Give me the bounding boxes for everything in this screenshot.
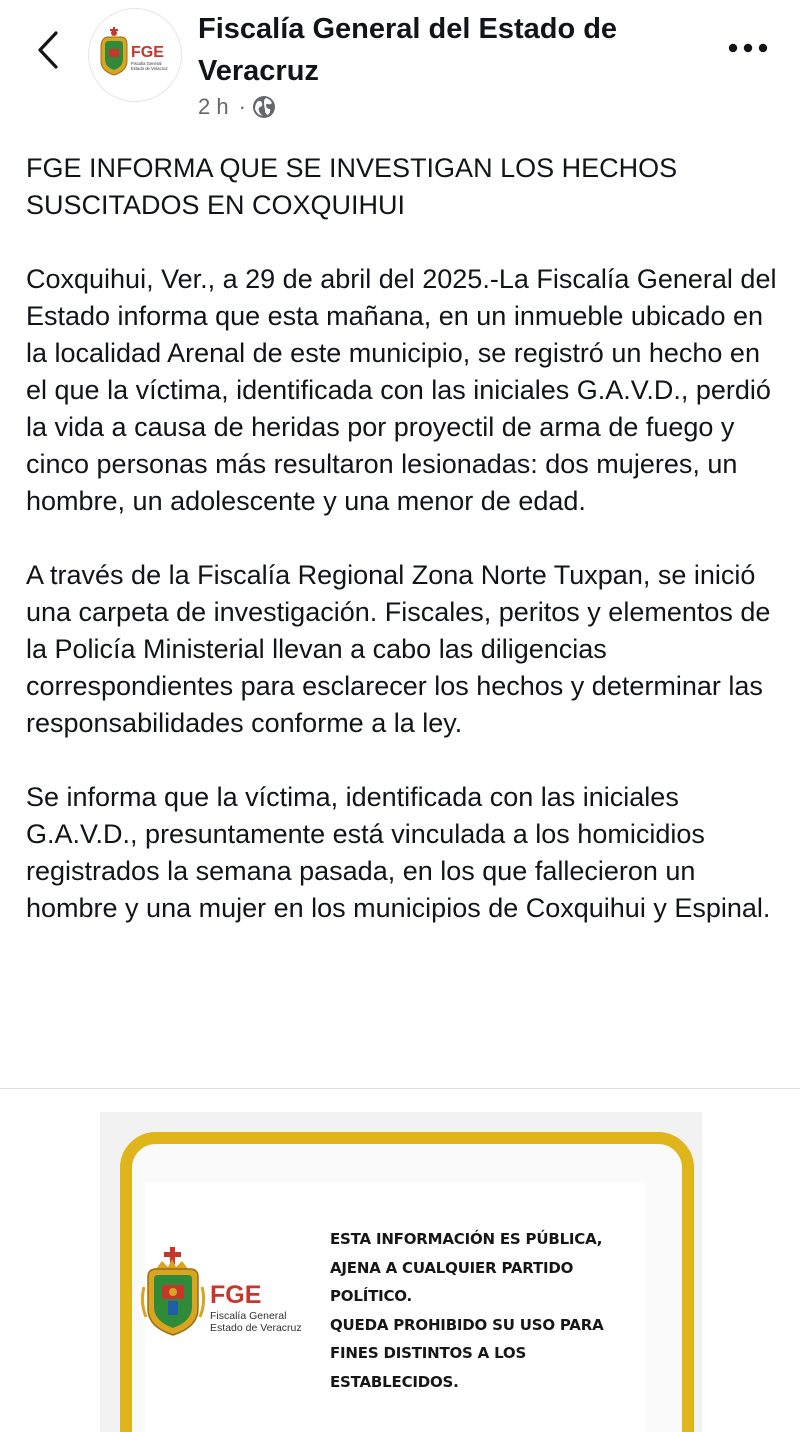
page-avatar[interactable] <box>88 8 182 102</box>
post-paragraph: Coxquihui, Ver., a 29 de abril del 2025.-La Fiscalía General del Estado informa que esta mañana, en un inmueble ubicado en la localidad Arenal de este municipio, se registró un hecho en el que la víctima, identificada con las iniciales G.A.V.D., perdió la vida a causa de heridas por proyectil de arma de fuego y cinco personas más resultaron lesionadas: dos mujeres, un hombre, un adolescente y una menor de edad. <box>26 264 777 516</box>
svg-text:Estado de Veracruz: Estado de Veracruz <box>131 66 168 71</box>
page-name-link[interactable]: Fiscalía General del Estado de Veracruz <box>198 13 618 87</box>
post-title: FGE INFORMA QUE SE INVESTIGAN LOS HECHOS SUSCITADOS EN COXQUIHUI <box>26 153 678 220</box>
notice-line: ESTA INFORMACIÓN ES PÚBLICA, <box>330 1230 603 1248</box>
more-options-button[interactable] <box>724 34 772 62</box>
notice-line: FINES DISTINTOS A LOS <box>330 1344 527 1362</box>
post-meta <box>198 94 276 120</box>
meta-separator: · <box>238 94 246 119</box>
divider <box>0 1088 800 1089</box>
fge-card-logo <box>140 1247 310 1347</box>
post-paragraph: A través de la Fiscalía Regional Zona Norte Tuxpan, se inició una carpeta de investigación. Fiscales, peritos y elementos de la Policía Ministerial llevan a cabo las diligencias correspondientes para esclarecer los hechos y determinar las responsabilidades conforme a la ley. <box>26 560 771 738</box>
logo-line-1: Fiscalía General <box>210 1310 287 1322</box>
public-notice-text <box>330 1225 630 1396</box>
chevron-left-icon <box>36 30 60 70</box>
notice-line: AJENA A CUALQUIER PARTIDO <box>330 1258 574 1277</box>
notice-line: QUEDA PROHIBIDO SU USO PARA <box>330 1315 604 1334</box>
notice-line: ESTABLECIDOS. <box>330 1372 459 1391</box>
globe-icon <box>252 95 276 119</box>
post-image[interactable] <box>100 1112 702 1432</box>
post-paragraph: Se informa que la víctima, identificada con las iniciales G.A.V.D., presuntamente está vinculada a los homicidios registrados la semana pasada, en los que fallecieron un hombre y una mujer en los municipios de Coxquihui y Espinal. <box>26 782 771 923</box>
post-header <box>0 0 800 140</box>
back-button[interactable] <box>28 26 68 74</box>
fge-emblem-icon <box>140 1247 310 1347</box>
notice-line: POLÍTICO. <box>330 1287 413 1305</box>
post-time[interactable]: 2 h <box>198 94 229 119</box>
svg-text:FGE: FGE <box>131 44 164 61</box>
more-horizontal-icon <box>728 43 768 53</box>
svg-text:Fiscalía General: Fiscalía General <box>131 61 162 66</box>
fge-logo-icon <box>89 9 181 101</box>
post-body <box>26 150 786 964</box>
logo-text: FGE <box>210 1281 262 1309</box>
logo-line-2: Estado de Veracruz <box>210 1322 302 1334</box>
